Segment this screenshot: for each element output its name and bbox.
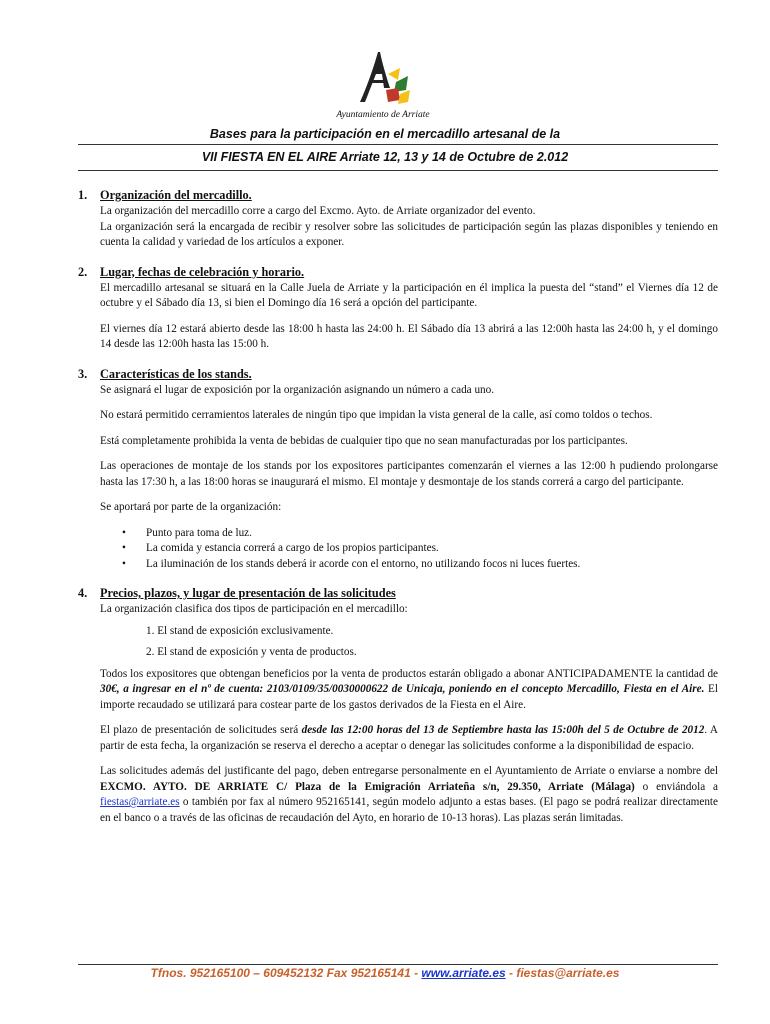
list-item: 1. El stand de exposición exclusivamente. [146, 624, 334, 637]
email-link[interactable]: fiestas@arriate.es [100, 796, 180, 808]
payment-details: 30€, a ingresar en el nº de cuenta: 2103/0109/35/0030000622 de Unicaja, poniendo en el concepto Mercadillo, Fiesta en el Aire. [100, 683, 705, 695]
payment-paragraph: Todos los expositores que obtengan beneficios por la venta de productos estarán obligado a abonar ANTICIPADAMENTE la cantidad de 30€, a ingresar en el nº de cuenta: 2103/0109/35/0030000622 de Unicaja, poniendo en el concepto Mercadillo, Fiesta en el Aire. El importe recaudado se utilizará para costear parte de los gastos derivados de la Fiesta en el Aire. [100, 667, 718, 711]
submission-paragraph: Las solicitudes además del justificante del pago, deben entregarse personalmente en el Ayuntamiento de Arriate o enviarse a nombre del EXCMO. AYTO. DE ARRIATE C/ Plaza de la Emigración Arriateña s/n, 29.350, Arriate (Málaga) o enviándola a fiestas@arriate.es o también por fax al número 952165141, según modelo adjunto a estas bases. (El pago se podrá realizar directamente en el banco o a través de las oficinas de recaudación del Ayto, en horario de 10-13 horas). Las plazas serán limitadas. [100, 765, 718, 824]
list-item: 2. El stand de exposición y venta de productos. [146, 646, 357, 658]
paragraph: El viernes día 12 estará abierto desde las 18:00 h hasta las 24:00 h. El Sábado día 13 abrirá a las 12:00h hasta las 24:00 h, y el domingo 14 desde las 12:00h hasta las 15:00 h. [100, 322, 718, 350]
participation-types-list [78, 624, 718, 661]
paragraph: Se aportará por parte de la organización: [100, 501, 282, 513]
address: EXCMO. AYTO. DE ARRIATE C/ Plaza de la Emigración Arriateña s/n, 29.350, Arriate (Málaga) [100, 780, 635, 793]
section-heading-2 [78, 263, 718, 281]
document-title-line1: Bases para la participación en el mercadillo artesanal de la [209, 127, 561, 141]
ayuntamiento-logo [318, 50, 448, 124]
list-item: • La comida y estancia correrá a cargo de los propios participantes. [146, 541, 718, 557]
list-item: • Punto para toma de luz. [146, 526, 718, 542]
section-number: 4. [78, 586, 88, 600]
deadline-paragraph: El plazo de presentación de solicitudes será desde las 12:00 horas del 13 de Septiembre hasta las 15:00h del 5 de Octubre de 2012. A partir de esta fecha, la organización se reserva el derecho a aceptar o denegar las solicitudes conforme a la disponibilidad de espacio. [100, 724, 719, 752]
section-number: 1. [78, 188, 88, 202]
arriate-logo-emblem-icon [356, 50, 412, 110]
section-heading-3 [78, 365, 718, 383]
paragraph: Las operaciones de montaje de los stands por los expositores participantes comenzarán el viernes a las 12:00 h pudiendo prolongarse hasta las 17:30 h, a las 18:00 horas se inaugurará el mismo. El montaje y desmontaje de los stands correrá a cargo del participante. [100, 460, 718, 488]
logo-caption: Ayuntamiento de Arriate [336, 110, 430, 120]
paragraph: El mercadillo artesanal se situará en la Calle Juela de Arriate y la participación en él implica la puesta del “stand” el Viernes día 12 de octubre y el Sábado día 13, si bien el Domingo día 16 será a opción del participante. [100, 281, 718, 309]
website-link[interactable]: www.arriate.es [421, 966, 506, 980]
paragraph: La organización clasifica dos tipos de participación en el mercadillo: [100, 603, 408, 615]
title-divider-bottom [78, 170, 718, 171]
deadline-dates: desde las 12:00 horas del 13 de Septiembre hasta las 15:00h del 5 de Octubre de 2012 [301, 724, 705, 736]
section-number: 2. [78, 264, 88, 279]
footer-contact: Tfnos. 952165100 – 609452132 Fax 952165141 - www.arriate.es - fiestas@arriate.es [150, 966, 620, 980]
list-item: • La iluminación de los stands deberá ir acorde con el entorno, no utilizando focos ni luces fuertes. [146, 557, 718, 573]
paragraph: La organización del mercadillo corre a cargo del Excmo. Ayto. de Arriate organizador del evento. [100, 205, 536, 217]
paragraph: Está completamente prohibida la venta de bebidas de cualquier tipo que no sean manufacturadas por los participantes. [100, 434, 628, 447]
paragraph: No estará permitido cerramientos laterales de ningún tipo que impidan la vista general de la calle, así como toldos o techos. [100, 409, 653, 421]
footer-divider [78, 964, 718, 965]
document-body [78, 180, 718, 826]
section-title: Características de los stands. [100, 366, 252, 381]
paragraph: Se asignará el lugar de exposición por la organización asignando un número a cada uno. [100, 383, 495, 396]
section-title: Precios, plazos, y lugar de presentación de las solicitudes [100, 586, 396, 600]
title-divider [78, 144, 718, 145]
section-title: Lugar, fechas de celebración y horario. [100, 264, 305, 279]
provided-items-list [78, 526, 718, 573]
section-heading-1 [78, 186, 718, 204]
document-title-line2: VII FIESTA EN EL AIRE Arriate 12, 13 y 14 de Octubre de 2.012 [201, 150, 569, 164]
paragraph: La organización será la encargada de recibir y resolver sobre las solicitudes de participación según las plazas disponibles y teniendo en cuenta la calidad y variedad de los artículos a exponer. [100, 220, 718, 248]
section-number: 3. [78, 366, 88, 381]
section-title: Organización del mercadillo. [100, 188, 252, 202]
section-heading-4 [78, 584, 718, 602]
